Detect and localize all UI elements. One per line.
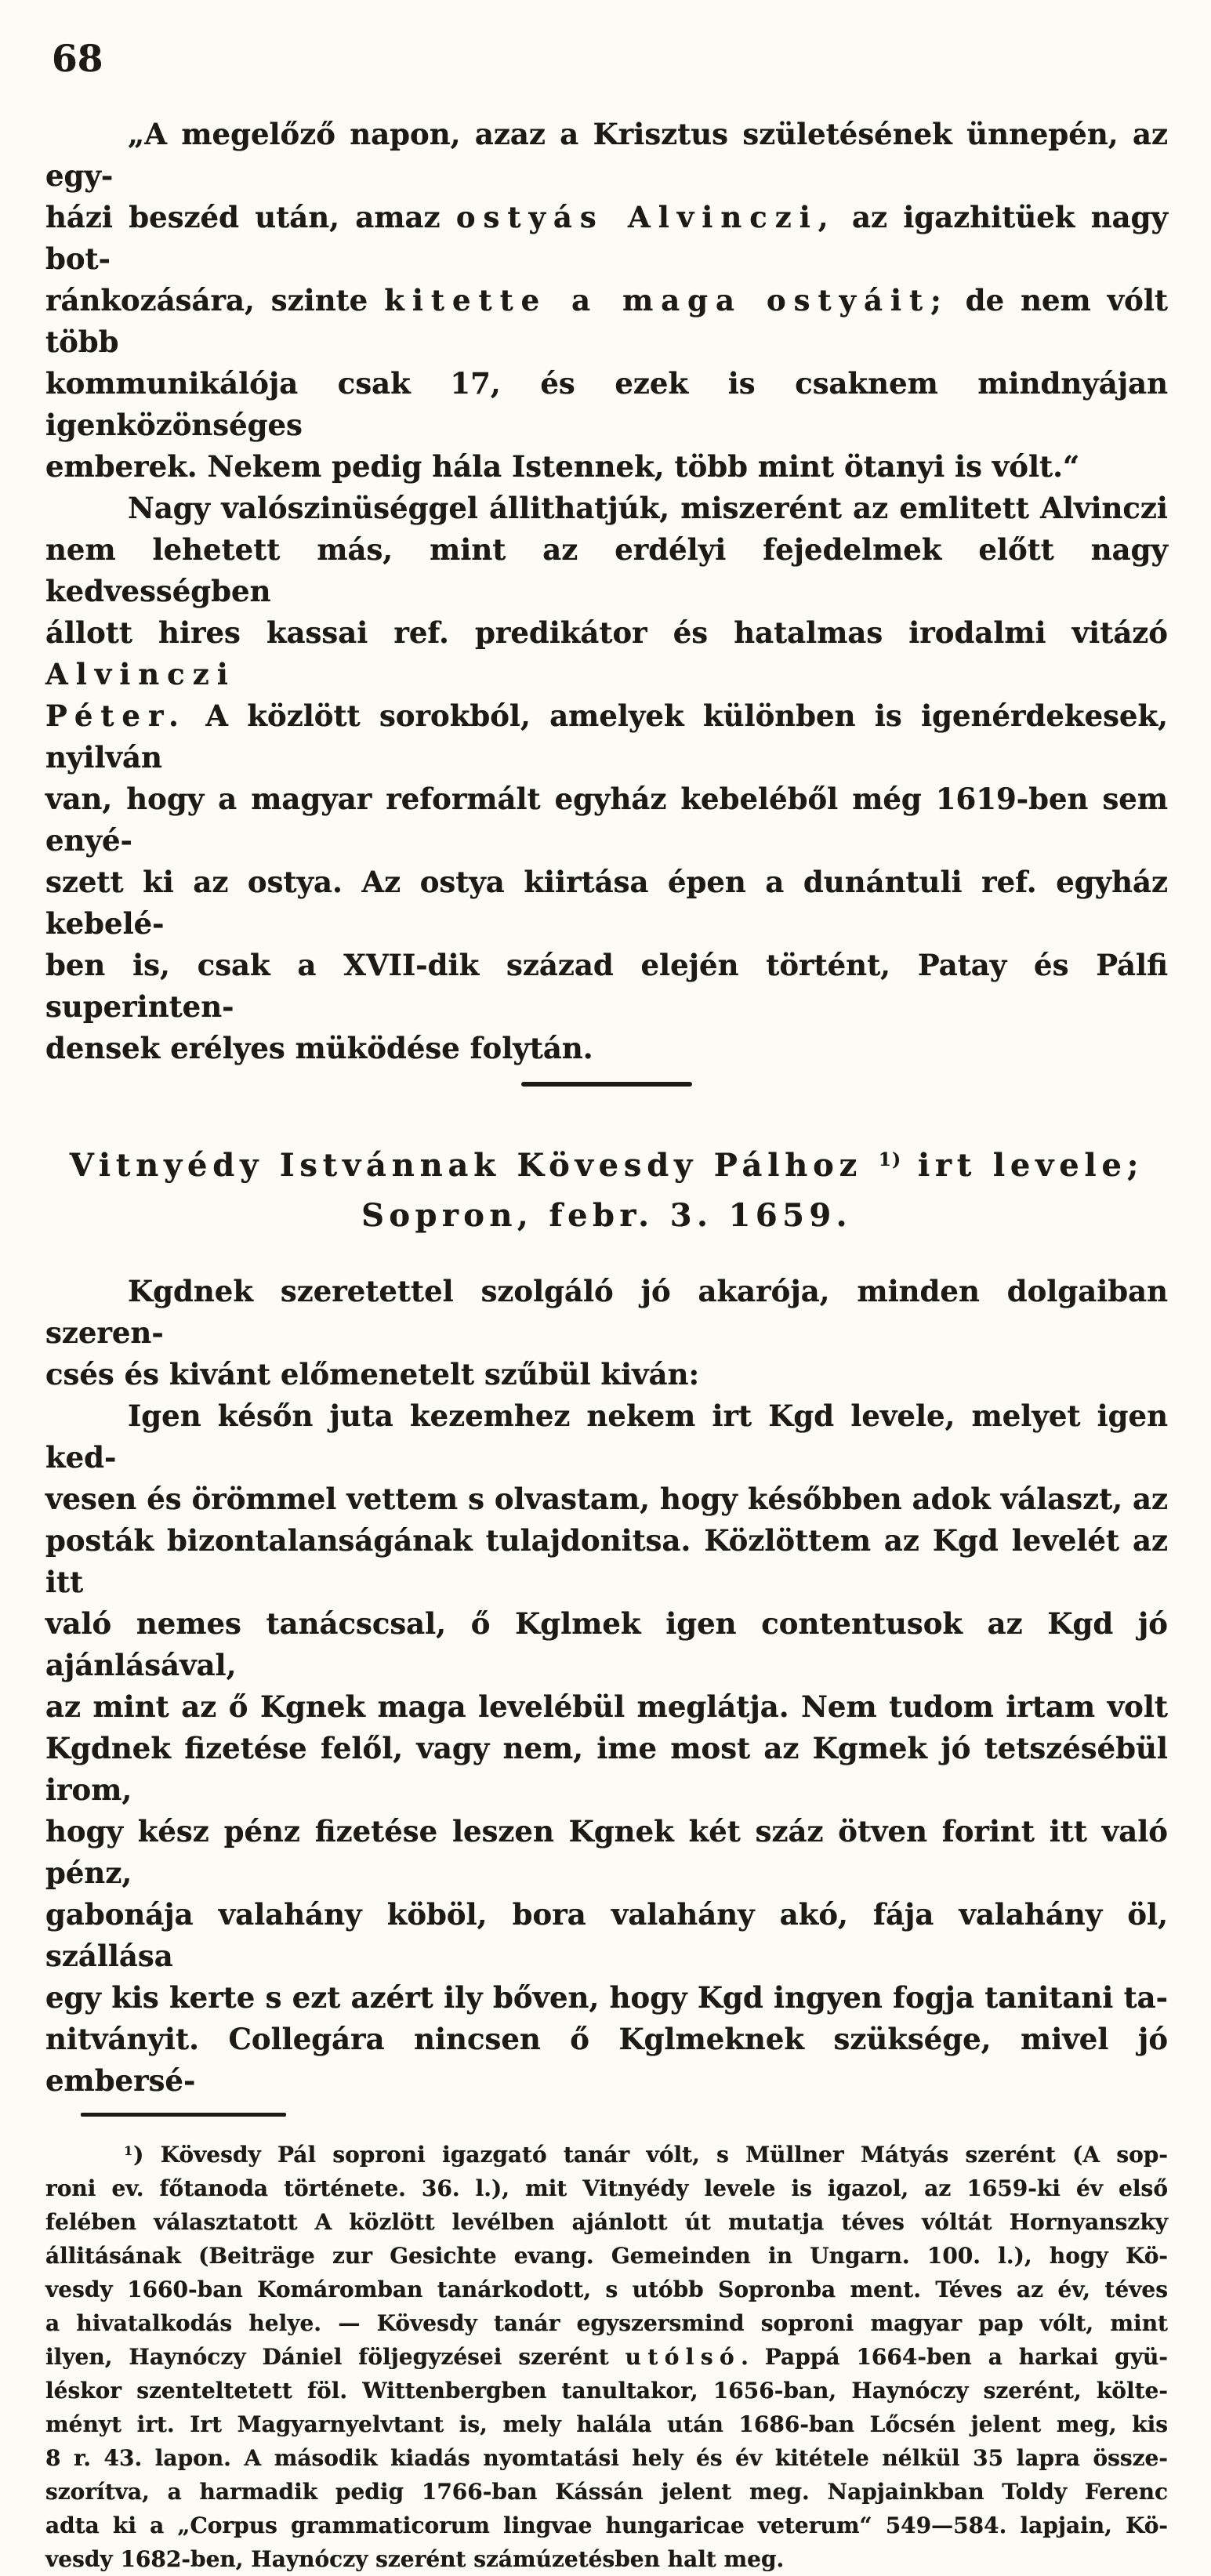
text-segment: hogy kész pénz fizetése leszen Kgnek két száz ötven forint itt való pénz, (45, 1813, 1168, 1890)
text-line (45, 1603, 1168, 1686)
text-segment: ránkozására, szinte (45, 283, 385, 317)
text-segment: Nagy valószinüséggel állithatjúk, miszerént az emlitett Alvinczi (128, 491, 1168, 525)
text-line (45, 1478, 1168, 1520)
spaced-text: Alvinczi (45, 657, 236, 691)
spaced-text: ostyás Alvinczi, (455, 200, 836, 234)
text-segment: vesen és örömmel vettem s olvastam, hogy későbben adok választ, az (45, 1481, 1168, 1516)
text-segment: Kgdnek fizetése felől, vagy nem, ime most az Kgmek jó tetszésébül irom, (45, 1730, 1168, 1807)
text-line (45, 1686, 1168, 1728)
text-segment: az mint az ő Kgnek maga levelébül meglátja. Nem tudom irtam volt (45, 1689, 1168, 1724)
text-segment: posták bizontalanságának tulajdonitsa. Közlöttem az Kgd levelét az itt (45, 1522, 1168, 1599)
heading-line-2: Sopron, febr. 3. 1659. (361, 1196, 852, 1234)
heading-line-1 (45, 1135, 1168, 1191)
text-segment: kommunikálója csak 17, és ezek is csaknem mindnyájan igenközönséges (45, 366, 1168, 442)
text-segment: léskor szenteltetett föl. Wittenbergben tanultakor, 1656-ban, Haynóczy szerént, költe- (45, 2377, 1168, 2404)
text-line (45, 2475, 1168, 2509)
text-segment: egy kis kerte s ezt azért ily bőven, hogy Kgd ingyen fogja tanitani ta- (45, 1979, 1168, 2015)
letter-body-paragraph (45, 1395, 1168, 2102)
footnote-divider (81, 2113, 286, 2117)
text-line (45, 778, 1168, 862)
text-segment: ben is, csak a XVII-dik század elején történt, Patay és Pálfi superinten- (45, 948, 1168, 1024)
text-segment: ) Kövesdy Pál soproni igazgató tanár vólt, s Müllner Mátyás szerént (A sop- (133, 2141, 1168, 2168)
text-line (45, 1135, 1168, 1191)
text-line (45, 197, 1168, 280)
text-segment: „A megelőző napon, azaz a Krisztus születésének ünnepén, az egy- (45, 117, 1168, 193)
text-line (45, 2205, 1168, 2239)
text-segment: Igen későn juta kezemhez nekem irt Kgd levele, melyet igen ked- (45, 1398, 1168, 1475)
text-segment: szett ki az ostya. Az ostya kiirtása épen a dunántuli ref. egyház kebelé- (45, 865, 1168, 941)
text-segment: . Pappá 1664-ben a harkai gyü- (741, 2343, 1168, 2370)
text-segment: ilyen, Haynóczy Dániel följegyzései szerént (45, 2343, 625, 2370)
text-line (45, 2374, 1168, 2407)
text-segment: felében választatott A közlött levélben ajánlott út mutatja téves vóltát Hornyanszky (45, 2208, 1168, 2235)
text-line (45, 2306, 1168, 2340)
text-segment: emberek. Nekem pedig hála Istennek, több mint ötanyi is vólt.“ (45, 449, 1080, 484)
text-segment: házi beszéd után, amaz (45, 200, 456, 234)
spaced-text: Péter. (45, 698, 187, 733)
footnote (45, 2134, 1168, 2576)
spaced-text: kitette a maga ostyáit; (384, 283, 949, 317)
text-line (45, 2239, 1168, 2273)
text-line (45, 446, 1168, 488)
text-segment: csés és kivánt előmenetelt szűbül kiván: (45, 1356, 700, 1391)
text-segment: A közlött sorokból, amelyek különben is igenérdekesek, nyilván (45, 698, 1168, 775)
text-line (45, 2407, 1168, 2441)
text-line (45, 1354, 1168, 1395)
text-line (45, 529, 1168, 612)
text-line (45, 2273, 1168, 2306)
commentary-paragraph (45, 488, 1168, 1069)
text-segment: gabonája valahány köböl, bora valahány akó, fája valahány öl, szállása (45, 1896, 1168, 1973)
text-line (45, 1395, 1168, 1478)
text-segment: vesdy 1682-ben, Haynóczy szerént számúzetésben halt meg. (45, 2545, 785, 2572)
text-segment: állott hires kassai ref. predikátor és hatalmas irodalmi vitázó (45, 615, 1168, 650)
text-line (45, 114, 1168, 197)
text-segment: nitványit. Collegára nincsen ő Kglmeknek szüksége, mivel jó embersé- (45, 2021, 1168, 2098)
text-line (45, 2019, 1168, 2102)
text-line (45, 2509, 1168, 2542)
text-line (45, 2134, 1168, 2171)
text-segment: ményt irt. Irt Magyarnyelvtant is, mely halála után 1686-ban Lőcsén jelent meg, kis (45, 2411, 1168, 2437)
page-number: 68 (52, 38, 103, 81)
text-segment: az igazhitüek nagy bot- (45, 200, 1168, 276)
text-line (45, 1520, 1168, 1603)
text-line (45, 945, 1168, 1028)
text-line (45, 1811, 1168, 1894)
text-line (45, 2542, 1168, 2576)
text-line (45, 2171, 1168, 2205)
text-line (45, 1271, 1168, 1354)
text-line (45, 280, 1168, 363)
text-line (45, 2441, 1168, 2475)
section-divider (521, 1082, 692, 1087)
spaced-text: Vitnyédy Istvánnak Kövesdy Pálhoz (69, 1146, 879, 1184)
text-line (45, 1977, 1168, 2019)
text-segment: 8 r. 43. lapon. A második kiadás nyomtatási hely és év kitétele nélkül 35 lapra össze- (45, 2444, 1168, 2471)
superscript-marker: 1 (124, 2142, 134, 2158)
text-line (45, 2340, 1168, 2374)
text-segment: való nemes tanácscsal, ő Kglmek igen contentusok az Kgd jó ajánlásával, (45, 1605, 1168, 1682)
text-segment: de nem vólt több (45, 283, 1169, 359)
text-segment: vesdy 1660-ban Komáromban tanárkodott, s utóbb Sopronba ment. Téves az év, téves (45, 2276, 1168, 2302)
text-segment: nem lehetett más, mint az erdélyi fejedelmek előtt nagy kedvességben (45, 532, 1168, 608)
text-line (45, 1894, 1168, 1977)
text-segment: Kgdnek szeretettel szolgáló jó akarója, minden dolgaiban szeren- (45, 1273, 1168, 1350)
text-line (45, 1728, 1168, 1811)
text-segment: a hivatalkodás helye. — Kövesdy tanár egyszersmind soproni magyar pap vólt, mint (45, 2309, 1168, 2336)
text-segment: adta ki a „Corpus grammaticorum lingvae hungaricae veterum“ 549—584. lapjain, Kö- (45, 2512, 1168, 2538)
text-line (45, 488, 1168, 529)
text-segment: van, hogy a magyar reformált egyház kebeléből még 1619-ben sem enyé- (45, 782, 1168, 858)
text-segment: roni ev. főtanoda története. 36. l.), mit Vitnyédy levele is igazol, az 1659-ki év első (45, 2175, 1168, 2201)
spaced-text: utólsó (625, 2343, 741, 2370)
spaced-text: irt levele; (901, 1146, 1144, 1184)
text-line (45, 862, 1168, 945)
quote-paragraph (45, 114, 1168, 488)
text-line (45, 363, 1168, 446)
text-line (45, 695, 1168, 778)
text-segment: densek erélyes müködése folytán. (45, 1031, 593, 1065)
text-segment: állitásának (Beiträge zur Gesichte evang. Gemeinden in Ungarn. 100. l.), hogy Kö- (45, 2242, 1168, 2269)
salutation-paragraph (45, 1271, 1168, 1395)
text-line (45, 1028, 1168, 1069)
text-line (45, 612, 1168, 695)
text-segment: szorítva, a harmadik pedig 1766-ban Kássán jelent meg. Napjainkban Toldy Ferenc (45, 2478, 1168, 2505)
letter-heading (45, 1135, 1168, 1241)
superscript-marker: 1) (878, 1149, 902, 1170)
